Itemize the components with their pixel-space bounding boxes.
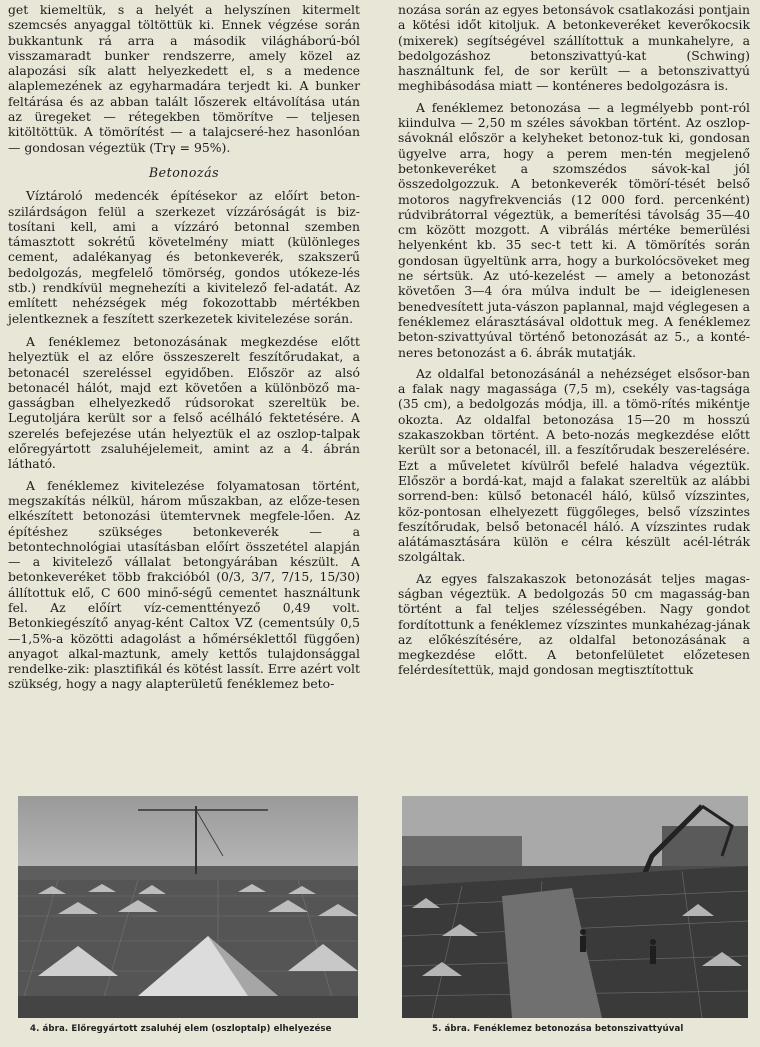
- paragraph: Az egyes falszakaszok betonozását teljes magas-ságban végeztük. A bedolgozás 50 cm magasság-ban történt a fal teljes szélességében. Nagy gondot fordítottunk a fenéklemez vízszintes munkahézag-jának az előkészítésére, az oldalfal betonozásának a megkezdése előtt. A betonfelületet előzetesen felérdesítettük, majd gondosan megtisztítottuk: [398, 570, 750, 678]
- right-column: [398, 2, 750, 678]
- figure-5-caption: 5. ábra. Fenéklemez betonozása betonszivattyúval: [432, 1024, 684, 1034]
- figure-5-photo: [402, 796, 748, 1018]
- paragraph: nozása során az egyes betonsávok csatlakozási pontjain a kötési időt kitoljuk. A betonkeveréket keverőkocsik (mixerek) segítségével szállítottuk a munkahelyre, a bedolgozáshoz betonszivattyú-kat (Schwing) használtunk fel, de sor került — a betonszivattyú meghibásodása miatt — konténeres bedolgozásra is.: [398, 2, 750, 94]
- paragraph: Víztároló medencék építésekor az előírt beton-szilárdságon felül a szerkezet vízzáróságát is biz-tosítani kell, ami a vízzáró betonnal szemben támasztott sokrétű követelmény miatt (különleges cement, adalékanyag és betonkeverék, szakszerű bedolgozás, megfelelő tömörség, gondos utókeze-lés stb.) rendkívül megnehezíti a kivitelező fel-adatát. Az említett nehézségek még fokozottabb mértékben jelentkeznek a feszített szerkezetek kivitelezése során.: [8, 188, 360, 326]
- figure-4-caption: 4. ábra. Előregyártott zsaluhéj elem (oszloptalp) elhelyezése: [30, 1024, 332, 1034]
- left-column: [8, 2, 360, 692]
- paragraph: A fenéklemez betonozása — a legmélyebb pont-ról kiindulva — 2,50 m széles sávokban történt. Az oszlop-sávoknál először a kelyheket betonoz-tuk ki, gondosan ügyelve arra, hogy a perem men-tén megjelenő betonkeveréket a szomszédos sávok-kal jól összedolgozzuk. A betonkeverék tömörí-tését belső motoros nagyfrekvenciás (12 000 ford. percenként) rúdvibrátorral végeztük, a bemerítési távolság 35—40 cm között mozgott. A vibrálás mértéke bemerülési helyenként kb. 35 sec-t tett ki. A tömörítés során gondosan ügyeltünk arra, hogy a burkolócsöveket meg ne sértsük. Az utó-kezelést — amely a betonozást követően 3—4 óra múlva indult be — ideiglenesen benedvesített juta-vászon paplannal, majd véglegesen a fenéklemez elárasztásával oldottuk meg. A fenéklemez beton-szivattyúval történő betonozását az 5., a konté-neres betonozást a 6. ábrák mutatják.: [398, 99, 750, 360]
- concrete-pump-photo-image: [402, 796, 748, 1018]
- section-heading: Betonozás: [148, 164, 220, 180]
- paragraph: A fenéklemez kivitelezése folyamatosan történt, megszakítás nélkül, három műszakban, az előze-tesen elkészített betonozási ütemtervnek megfele-lően. Az építéshez szükséges betonkeverék — a betontechnológiai utasításban előírt összetétel alapján — a kivitelező vállalat betongyárában készült. A betonkeveréket több frakcióból (0/3, 3/7, 7/15, 15/30) állítottuk elő, C 600 minő-ségű cementet használtunk fel. Az előírt víz-cementtényező 0,49 volt. Betonkiegészítő anyag-ként Caltox VZ (cementsúly 0,5—1,5%-a közötti adagolást a hőmérséklettől függően) anyagot alkal-maztunk, amely kettős tulajdonsággal rendelke-zik: plasztifikál és kötést lassít. Erre azért volt szükség, hogy a nagy alapterületű fenéklemez beto-: [8, 477, 360, 692]
- paragraph: get kiemeltük, s a helyét a helyszínen kitermelt szemcsés anyaggal töltöttük ki. Ennek végzése során bukkantunk rá arra a második világháború-ból visszamaradt bunker rendszerre, amely közel az alapozási sík alatt helyezkedett el, s a medence alaplemezének az egyharmadára terjedt ki. A bunker feltárása és az abban talált lőszerek eltávolítása után az üregeket — rétegekben tömörítve — teljesen kitöltöttük. A tömörítést — a talajcseré-hez hasonlóan — gondosan végeztük (Trγ = 95%).: [8, 2, 360, 155]
- formwork-photo-image: [18, 796, 358, 1018]
- paragraph: Az oldalfal betonozásánál a nehézséget elsősor-ban a falak nagy magassága (7,5 m), csekély vas-tagsága (35 cm), a bedolgozás módja, ill. a tömö-rítés mikéntje okozta. Az oldalfal betonozása 15—20 m hosszú szakaszokban történt. A beto-nozás megkezdése előtt került sor a betonacél, ill. a feszítőrudak beszerelésére. Ezt a műveletet kívülről befelé haladva végeztük. Először a bordá-kat, majd a falakat szereltük az alábbi sorrend-ben: külső betonacél háló, külső vízszintes, köz-pontosan elhelyezett függőleges, belső vízszintes feszítőrudak, belső betonacél háló. A vízszintes rudak alátámasztására külön e célra készült acél-létrák szolgáltak.: [398, 365, 750, 565]
- figure-4-photo: [18, 796, 358, 1018]
- paragraph: A fenéklemez betonozásának megkezdése előtt helyeztük el az előre összeszerelt feszítőrudakat, a betonacél szereléssel egyidőben. Először az alsó betonacél hálót, majd ezt követően a különböző ma-gasságban elhelyezkedő rúdsorokat szereltük be. Legutoljára került sor a felső acélháló fektetésére. A szerelés befejezése után helyeztük el az oszlop-talpak előregyártott zsaluhéjelemeit, amint az a 4. ábrán látható.: [8, 333, 360, 472]
